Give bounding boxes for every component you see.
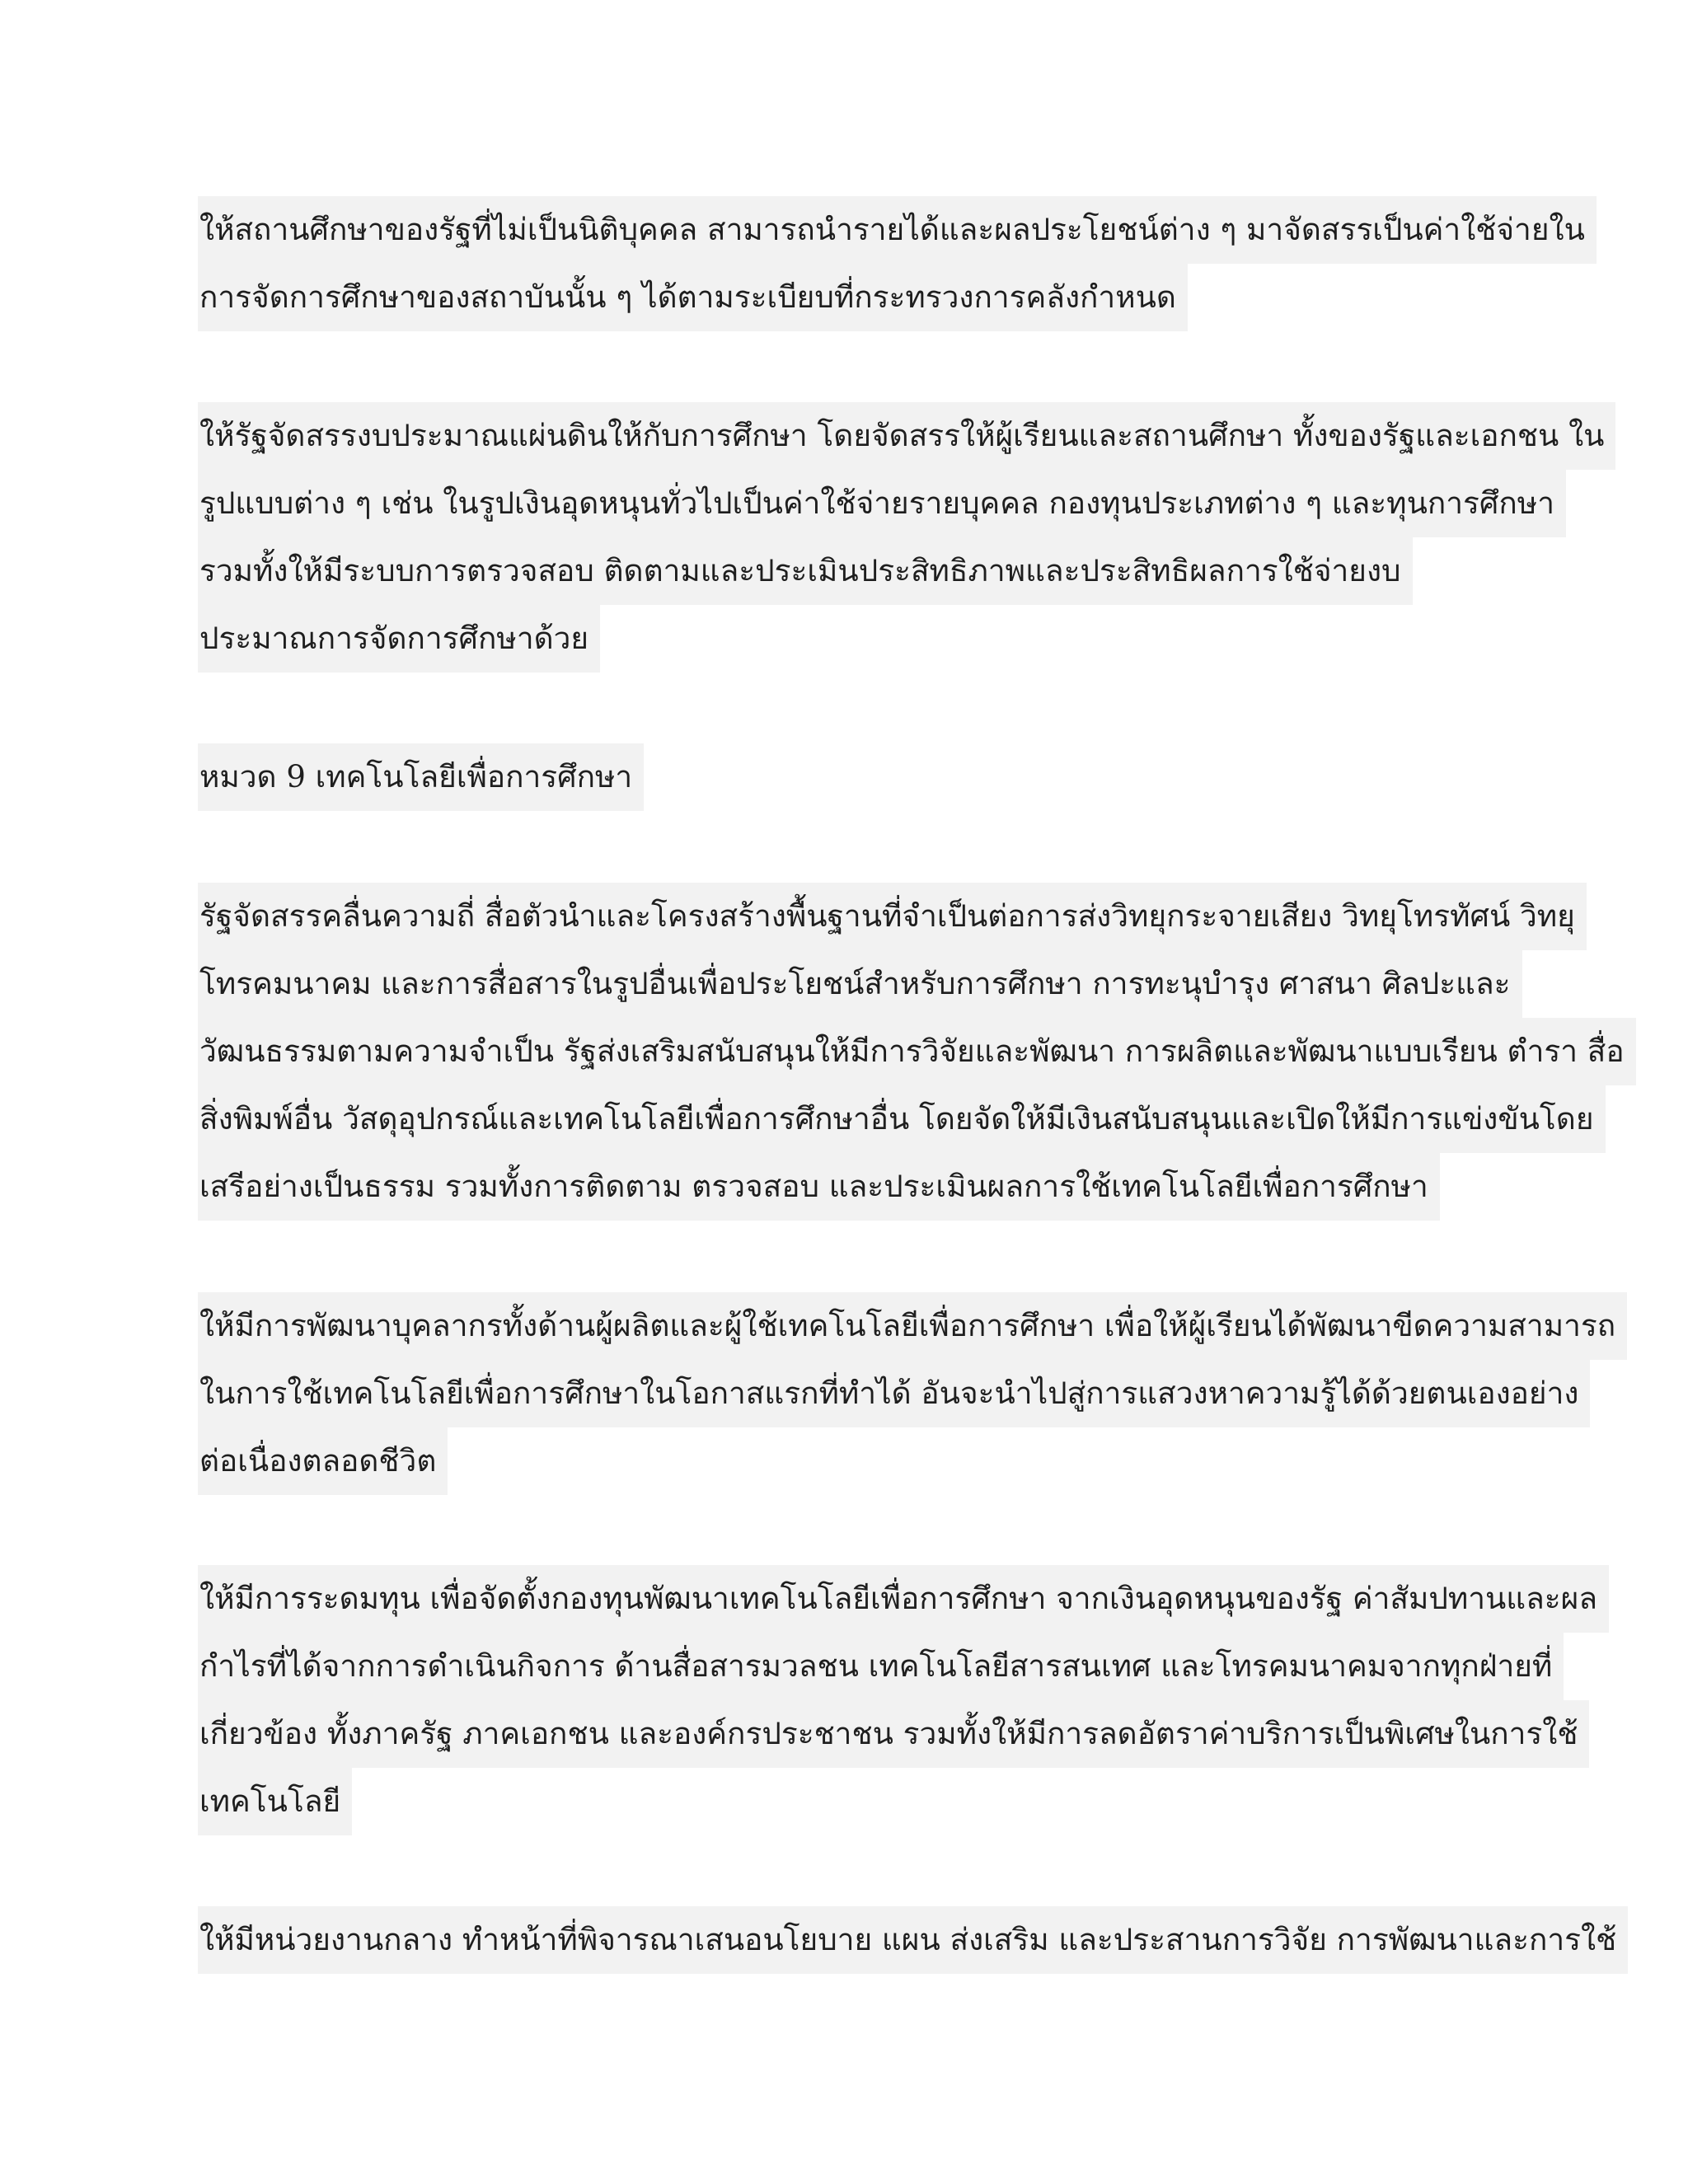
text-line: เกี่ยวข้อง ทั้งภาครัฐ ภาคเอกชน และองค์กรประชาชน รวมทั้งให้มีการลดอัตราค่าบริการเป็นพิเศษในการใช้ (198, 1700, 1589, 1768)
text-line: ในการใช้เทคโนโลยีเพื่อการศึกษาในโอกาสแรกที่ทำได้ อันจะนำไปสู่การแสวงหาความรู้ได้ด้วยตนเองอย่าง (198, 1360, 1590, 1427)
text-line: โทรคมนาคม และการสื่อสารในรูปอื่นเพื่อประโยชน์สำหรับการศึกษา การทะนุบำรุง ศาสนา ศิลปะและ (198, 950, 1522, 1018)
text-line: กำไรที่ได้จากการดำเนินกิจการ ด้านสื่อสารมวลชน เทคโนโลยีสารสนเทศ และโทรคมนาคมจากทุกฝ่ายที่ (198, 1633, 1564, 1700)
text-line: ให้มีการระดมทุน เพื่อจัดตั้งกองทุนพัฒนาเทคโนโลยีเพื่อการศึกษา จากเงินอุดหนุนของรัฐ ค่าสัมปทานและผล (198, 1565, 1609, 1633)
text-line: ประมาณการจัดการศึกษาด้วย (198, 605, 600, 673)
paragraph-budget-allocation (198, 402, 1605, 673)
text-line: รูปแบบต่าง ๆ เช่น ในรูปเงินอุดหนุนทั่วไปเป็นค่าใช้จ่ายรายบุคคล กองทุนประเภทต่าง ๆ และทุนการศึกษา (198, 470, 1566, 537)
text-line: รวมทั้งให้มีระบบการตรวจสอบ ติดตามและประเมินประสิทธิภาพและประสิทธิผลการใช้จ่ายงบ (198, 537, 1413, 605)
text-line: ให้มีหน่วยงานกลาง ทำหน้าที่พิจารณาเสนอนโยบาย แผน ส่งเสริม และประสานการวิจัย การพัฒนาและการใช้ (198, 1906, 1628, 1974)
text-line: การจัดการศึกษาของสถาบันนั้น ๆ ได้ตามระเบียบที่กระทรวงการคลังกำหนด (198, 264, 1188, 331)
paragraph-institution-income (198, 196, 1585, 331)
text-line: เสรีอย่างเป็นธรรม รวมทั้งการติดตาม ตรวจสอบ และประเมินผลการใช้เทคโนโลยีเพื่อการศึกษา (198, 1153, 1440, 1221)
paragraph-personnel-development (198, 1292, 1616, 1495)
paragraph-fund-raising (198, 1565, 1598, 1835)
section-heading-chapter-9 (198, 743, 1533, 811)
text-line: สิ่งพิมพ์อื่น วัสดุอุปกรณ์และเทคโนโลยีเพื่อการศึกษาอื่น โดยจัดให้มีเงินสนับสนุนและเปิดให้มีการแข่งขันโดย (198, 1085, 1606, 1153)
heading-line: หมวด 9 เทคโนโลยีเพื่อการศึกษา (198, 743, 644, 811)
text-line: วัฒนธรรมตามความจำเป็น รัฐส่งเสริมสนับสนุนให้มีการวิจัยและพัฒนา การผลิตและพัฒนาแบบเรียน ตำรา สื่อ (198, 1018, 1636, 1085)
text-line: ให้สถานศึกษาของรัฐที่ไม่เป็นนิติบุคคล สามารถนำรายได้และผลประโยชน์ต่าง ๆ มาจัดสรรเป็นค่าใช้จ่ายใน (198, 196, 1597, 264)
text-line: ต่อเนื่องตลอดชีวิต (198, 1427, 448, 1495)
paragraph-central-agency (198, 1906, 1617, 1974)
text-line: ให้รัฐจัดสรรงบประมาณแผ่นดินให้กับการศึกษา โดยจัดสรรให้ผู้เรียนและสถานศึกษา ทั้งของรัฐและเอกชน ใน (198, 402, 1615, 470)
text-line: ให้มีการพัฒนาบุคลากรทั้งด้านผู้ผลิตและผู้ใช้เทคโนโลยีเพื่อการศึกษา เพื่อให้ผู้เรียนได้พัฒนาขีดความสามารถ (198, 1292, 1627, 1360)
text-line: รัฐจัดสรรคลื่นความถี่ สื่อตัวนำและโครงสร้างพื้นฐานที่จำเป็นต่อการส่งวิทยุกระจายเสียง วิทยุโทรทัศน์ วิทยุ (198, 883, 1587, 950)
paragraph-frequency-allocation (198, 883, 1625, 1221)
text-line: เทคโนโลยี (198, 1768, 352, 1835)
